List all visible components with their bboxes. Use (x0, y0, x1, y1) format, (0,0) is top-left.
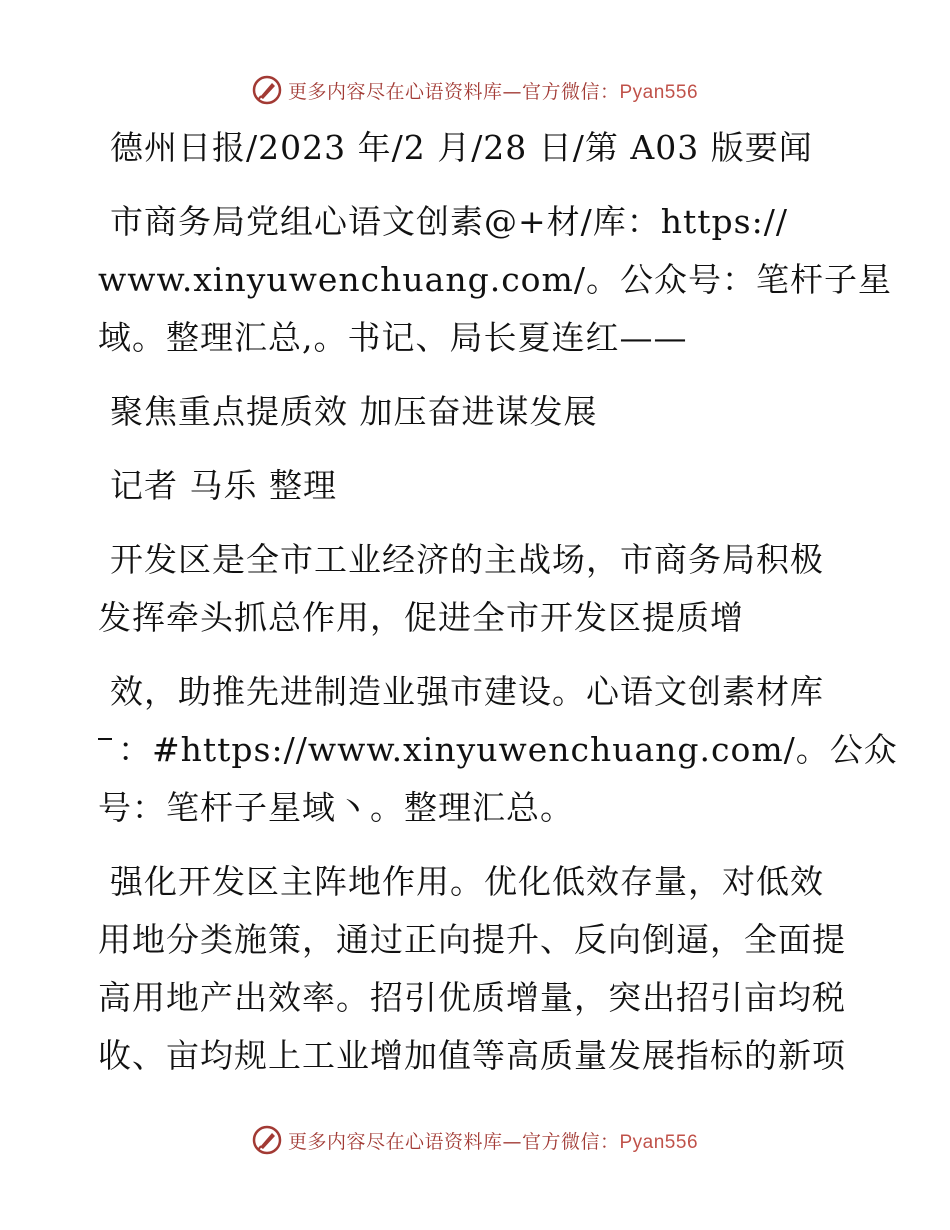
banner-official-label: 官方微信： (521, 1130, 620, 1153)
banner-dash: — (502, 1130, 522, 1153)
body-line: 域。整理汇总,。书记、局长夏连红—— (98, 318, 688, 357)
body-line: 开发区是全市工业经济的主战场，市商务局积极 (110, 540, 824, 579)
stray-mark (98, 738, 112, 766)
banner-main-text: 更多内容尽在心语资料库 (287, 1130, 503, 1153)
body-line: 发挥牵头抓总作用，促进全市开发区提质增 (98, 598, 744, 637)
body-line: 市商务局党组心语文创素@+材/库：https:// (110, 202, 788, 241)
body-line-marked (0, 730, 898, 770)
publication-line: 德州日报/2023 年/2 月/28 日/第 A03 版要闻 (110, 128, 813, 167)
banner-dash: — (502, 80, 522, 103)
banner-wechat-handle: Pyan556 (619, 1131, 699, 1153)
body-line: 强化开发区主阵地作用。优化低效存量，对低效 (110, 862, 824, 901)
banner-text (288, 77, 698, 104)
banner-main-text: 更多内容尽在心语资料库 (287, 80, 503, 103)
header-banner (0, 70, 950, 110)
footer-banner (0, 1120, 950, 1160)
banner-text (288, 1127, 698, 1154)
body-line: 高用地产出效率。招引优质增量，突出招引亩均税 (98, 978, 846, 1017)
quill-seal-icon (252, 75, 282, 105)
body-line-text: ：#https://www.xinyuwenchuang.com/。公众 (118, 730, 898, 769)
quill-seal-icon (252, 1125, 282, 1155)
banner-official-label: 官方微信： (521, 80, 620, 103)
body-line: 收、亩均规上工业增加值等高质量发展指标的新项 (98, 1036, 846, 1075)
body-line: 效，助推先进制造业强市建设。心语文创素材库 (110, 672, 824, 711)
body-line: 号：笔杆子星域丶。整理汇总。 (98, 788, 574, 827)
article-title: 聚焦重点提质效 加压奋进谋发展 (110, 392, 598, 431)
banner-wechat-handle: Pyan556 (619, 81, 699, 103)
byline: 记者 马乐 整理 (110, 466, 337, 505)
body-line: 用地分类施策，通过正向提升、反向倒逼，全面提 (98, 920, 846, 959)
body-line: www.xinyuwenchuang.com/。公众号：笔杆子星 (98, 260, 892, 299)
